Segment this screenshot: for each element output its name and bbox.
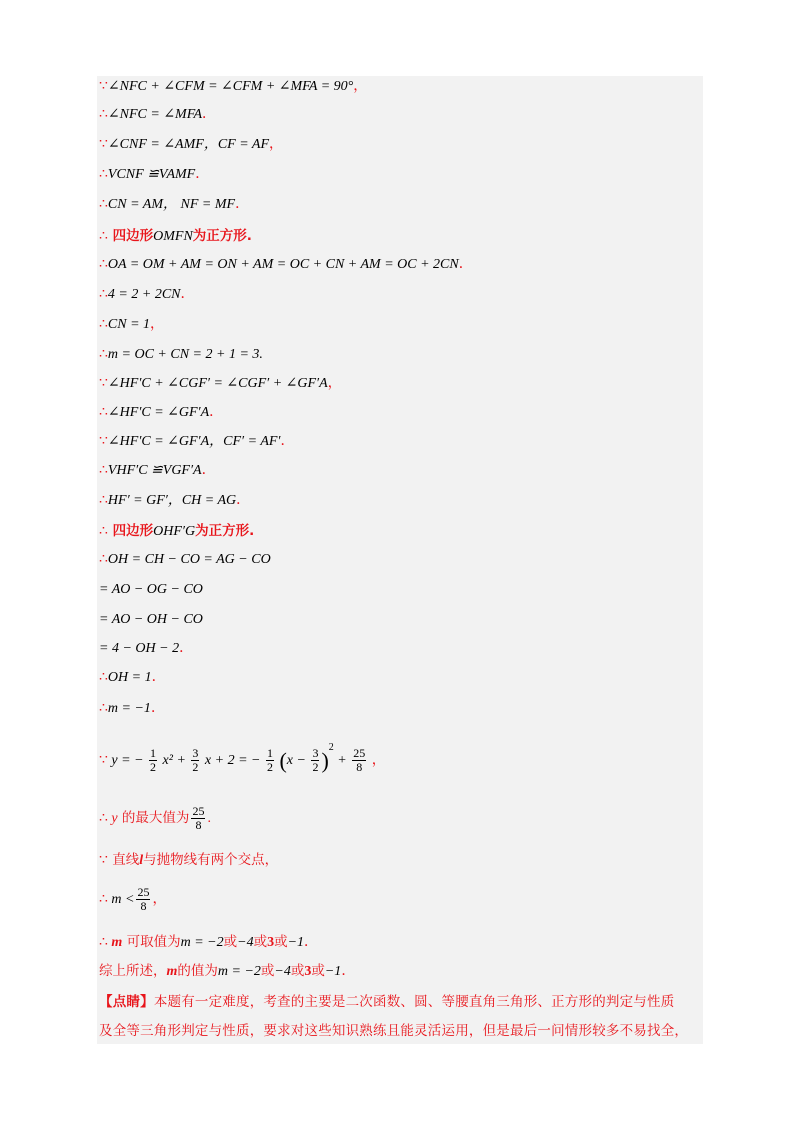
math-expression: OH = CH − CO = AG − CO xyxy=(107,552,271,567)
math-expression: OHF′G xyxy=(153,524,196,539)
logic-symbol: ∴ xyxy=(99,107,108,122)
math-expression: = AO − OH − CO xyxy=(99,612,203,627)
logic-symbol: ∴ xyxy=(99,493,108,508)
derivation-line xyxy=(99,611,203,629)
derivation-line: ∴∠NFC = ∠MFA． xyxy=(99,107,217,122)
math-expression: ∠NFC + ∠CFM = ∠CFM + ∠MFA = 90° xyxy=(107,79,354,94)
logic-symbol: ∴ xyxy=(99,670,108,685)
summary-line: 综上所述，m的值为m = −2或−4或3或−1． xyxy=(99,963,356,979)
math-expression: ∠HF′C = ∠GF′A，CF′ = AF′ xyxy=(107,434,281,449)
logic-symbol: ∴ xyxy=(99,405,108,420)
logic-symbol: ∴ xyxy=(99,229,108,244)
math-expression: = 4 − OH − 2 xyxy=(99,641,180,656)
intersection-line: ∵ 直线l与抛物线有两个交点， xyxy=(99,852,279,868)
logic-symbol: ∴ xyxy=(99,167,108,182)
derivation-line: ∴OH = 1． xyxy=(99,670,166,685)
derivation-line xyxy=(99,551,271,569)
logic-symbol: ∴ xyxy=(99,347,108,362)
comment-label: 【点睛】 xyxy=(99,994,154,1010)
derivation-line: ∴ 四边形OMFN为正方形. xyxy=(99,228,252,244)
derivation-line: ∴CN = 1， xyxy=(99,317,165,332)
derivation-line: ∴OA = OM + AM = ON + AM = OC + CN + AM = OC + 2CN． xyxy=(99,257,473,272)
comment-line-1: 【点睛】本题有一定难度，考查的主要是二次函数、圆、等腰直角三角形、正方形的判定与性质 xyxy=(99,994,675,1010)
m-less-line: ∴ m < $\frac{25}{8}$ ， xyxy=(99,885,167,914)
derivation-line: = 4 − OH − 2． xyxy=(99,641,194,656)
logic-symbol: ∴ xyxy=(99,552,108,567)
logic-symbol: ∵ xyxy=(99,137,108,152)
logic-symbol: ∵ xyxy=(99,376,108,391)
derivation-line: ∵∠NFC + ∠CFM = ∠CFM + ∠MFA = 90°， xyxy=(99,79,368,94)
max-value-line: ∴ y 的最大值为 $\frac{25}{8}$ . xyxy=(99,804,211,833)
math-expression: VCNF ≌VAMF xyxy=(107,167,196,182)
derivation-line: ∴ 四边形OHF′G为正方形. xyxy=(99,523,255,539)
derivation-line: ∵∠HF′C + ∠CGF′ = ∠CGF′ + ∠GF′A， xyxy=(99,376,342,391)
math-expression: CN = 1 xyxy=(107,317,151,332)
math-expression: m = OC + CN = 2 + 1 = 3. xyxy=(107,347,263,362)
math-expression: = AO − OG − CO xyxy=(99,582,203,597)
math-expression: OA = OM + AM = ON + AM = OC + CN + AM = OC + 2CN xyxy=(107,257,459,272)
math-expression: HF′ = GF′，CH = AG xyxy=(107,493,237,508)
logic-symbol: ∴ xyxy=(99,287,108,302)
math-expression: CN = AM， NF = MF xyxy=(107,197,236,212)
math-expression: OMFN xyxy=(153,229,193,244)
derivation-line: ∴VHF′C ≌VGF′A． xyxy=(99,463,216,478)
math-expression: OH = 1 xyxy=(107,670,152,685)
derivation-line: ∵∠CNF = ∠AMF，CF = AF， xyxy=(99,137,284,152)
derivation-line: ∴VCNF ≌VAMF． xyxy=(99,167,210,182)
math-expression: 4 = 2 + 2CN xyxy=(107,287,181,302)
math-expression: m = −1 xyxy=(107,701,151,716)
derivation-line: ∴∠HF′C = ∠GF′A． xyxy=(99,405,224,420)
logic-symbol: ∴ xyxy=(99,463,108,478)
because-symbol: ∵ xyxy=(99,753,108,768)
logic-symbol: ∵ xyxy=(99,79,108,94)
logic-symbol: ∴ xyxy=(99,257,108,272)
logic-symbol: ∴ xyxy=(99,317,108,332)
logic-symbol: ∵ xyxy=(99,434,108,449)
comment-line-2: 及全等三角形判定与性质，要求对这些知识熟练且能灵活运用，但是最后一问情形较多不易找全， xyxy=(99,1023,689,1039)
math-expression: ∠HF′C + ∠CGF′ = ∠CGF′ + ∠GF′A xyxy=(107,376,328,391)
derivation-line xyxy=(99,346,263,364)
derivation-line: ∴m = −1． xyxy=(99,701,165,716)
math-expression: ∠HF′C = ∠GF′A xyxy=(107,405,210,420)
math-expression: ∠NFC = ∠MFA xyxy=(107,107,203,122)
math-expression: ∠CNF = ∠AMF，CF = AF xyxy=(107,137,270,152)
derivation-line: ∵∠HF′C = ∠GF′A，CF′ = AF′． xyxy=(99,434,295,449)
possible-values-line: ∴ m 可取值为m = −2或−4或3或−1． xyxy=(99,934,319,950)
logic-symbol: ∴ xyxy=(99,524,108,539)
math-expression: VHF′C ≌VGF′A xyxy=(107,463,202,478)
logic-symbol: ∴ xyxy=(99,197,108,212)
logic-symbol: ∴ xyxy=(99,701,108,716)
derivation-line: ∴4 = 2 + 2CN． xyxy=(99,287,195,302)
derivation-line xyxy=(99,581,203,599)
derivation-line: ∴CN = AM， NF = MF． xyxy=(99,197,250,212)
derivation-line: ∴HF′ = GF′，CH = AG． xyxy=(99,493,251,508)
vertex-formula-line: ∵ y = − $\frac{1}{2}$ x² + $\frac{3}{2}$ x + 2 = − $\frac{1}{2}$ (x − $\frac{3}{2}$ )$^2$ + $\frac{25}{8}$ ， xyxy=(99,742,386,775)
